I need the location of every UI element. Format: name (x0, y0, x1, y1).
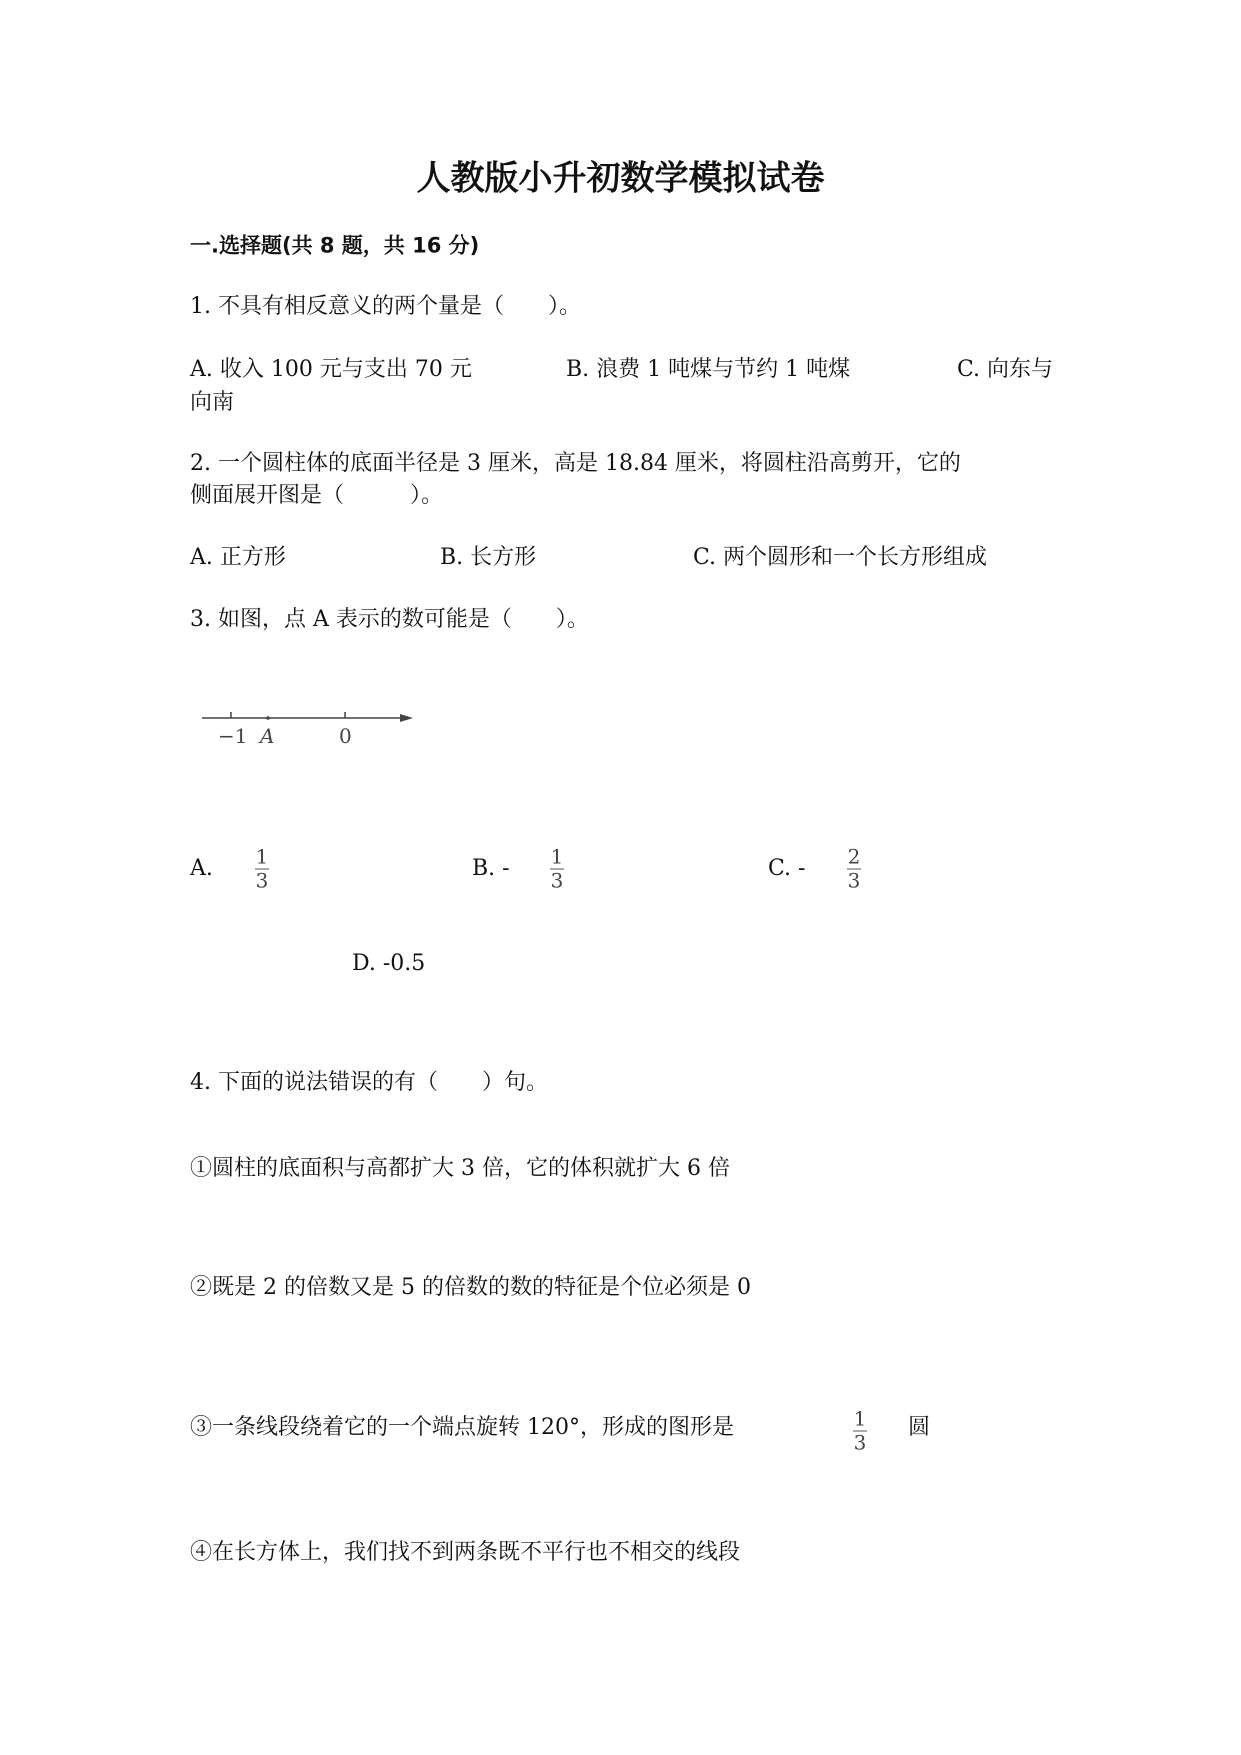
q1-option-c: C. 向东与 (957, 357, 1054, 382)
point-a (266, 716, 270, 720)
q3-option-a: A. (190, 856, 213, 881)
question-4-stem: 4. 下面的说法错误的有（ ）句。 (190, 1070, 548, 1095)
q3-option-b-fraction (550, 844, 564, 893)
question-2-stem-cont: 侧面展开图是（ ）。 (190, 483, 444, 508)
q2-option-b: B. 长方形 (440, 545, 537, 570)
q3-option-c-fraction (847, 844, 861, 893)
question-1-stem: 1. 不具有相反意义的两个量是（ ）。 (190, 294, 581, 319)
denominator: 3 (847, 868, 861, 893)
question-3-stem: 3. 如图，点 A 表示的数可能是（ ）。 (190, 607, 589, 632)
numerator: 1 (853, 1406, 867, 1431)
q2-option-c: C. 两个圆形和一个长方形组成 (693, 545, 988, 570)
label-a: A (260, 724, 275, 748)
q3-option-b: B. - (472, 856, 510, 881)
q3-option-c: C. - (768, 856, 806, 881)
q1-option-c-cont: 向南 (190, 390, 235, 415)
q3-option-d: D. -0.5 (352, 951, 426, 976)
numerator: 1 (550, 844, 564, 869)
q4-statement-1: ①圆柱的底面积与高都扩大 3 倍，它的体积就扩大 6 倍 (190, 1156, 730, 1181)
question-2-stem: 2. 一个圆柱体的底面半径是 3 厘米，高是 18.84 厘米，将圆柱沿高剪开，它的 (190, 451, 961, 476)
section-heading: 一.选择题(共 8 题，共 16 分) (190, 233, 480, 258)
q3-option-a-fraction (255, 844, 269, 893)
q4-statement-2: ②既是 2 的倍数又是 5 的倍数的数的特征是个位必须是 0 (190, 1275, 751, 1300)
q4-statement-3: ③一条线段绕着它的一个端点旋转 120°，形成的图形是 (190, 1415, 734, 1440)
denominator: 3 (550, 868, 564, 893)
numerator: 1 (255, 844, 269, 869)
q4-statement-3-fraction (853, 1406, 867, 1455)
page-title: 人教版小升初数学模拟试卷 (416, 158, 825, 199)
q1-option-a: A. 收入 100 元与支出 70 元 (190, 357, 472, 382)
numerator: 2 (847, 844, 861, 869)
denominator: 3 (255, 868, 269, 893)
q1-option-b: B. 浪费 1 吨煤与节约 1 吨煤 (566, 357, 851, 382)
q4-statement-4: ④在长方体上，我们找不到两条既不平行也不相交的线段 (190, 1540, 741, 1565)
denominator: 3 (853, 1430, 867, 1455)
q4-statement-3-end: 圆 (908, 1415, 931, 1440)
q2-option-a: A. 正方形 (190, 545, 286, 570)
label-0: 0 (339, 724, 352, 748)
label-neg1: −1 (218, 724, 248, 748)
arrow-head-icon (400, 714, 413, 722)
number-line-figure (190, 695, 430, 755)
